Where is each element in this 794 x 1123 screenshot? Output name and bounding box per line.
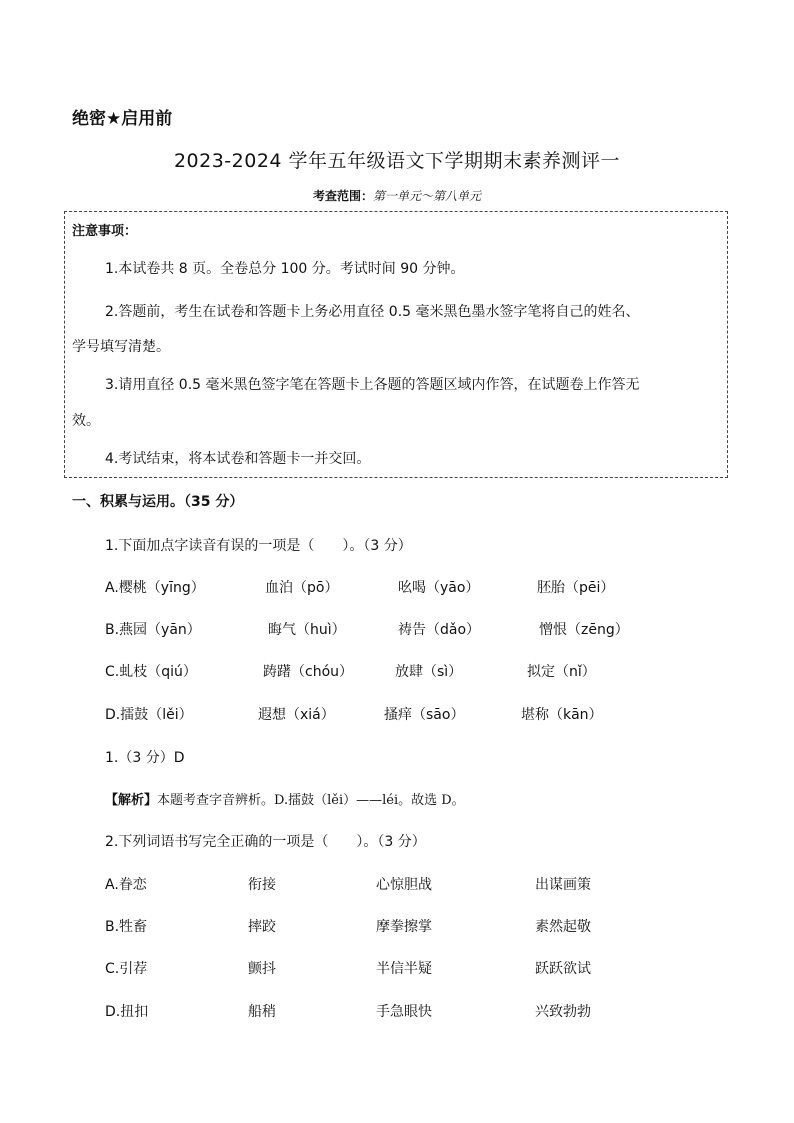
q2-option-a-4: 出谋画策 [535,877,591,893]
exam-scope [0,187,794,204]
q1-option-c-2: 踌躇（chóu） [263,664,354,680]
q1-answer: 1.（3 分）D [105,750,185,766]
notice-item-4: 4.考试结束，将本试卷和答题卡一并交回。 [105,451,371,467]
scope-label: 考查范围： [312,189,373,203]
q1-analysis [105,789,465,808]
q2-option-b-4: 素然起敬 [535,919,591,935]
q1-stem: 1.下面加点字读音有误的一项是（ ）。（3 分） [105,538,412,554]
q2-option-d-3: 手急眼快 [376,1004,432,1020]
q2-option-a-3: 心惊胆战 [376,877,432,893]
q1-option-d-3: 搔痒（sāo） [384,707,465,723]
q2-option-b-3: 摩拳擦掌 [376,919,432,935]
analysis-tag: 【解析】 [105,793,158,808]
q1-option-c-1: C.虬枝（qiú） [105,664,197,680]
notice-item-3: 3.请用直径 0.5 毫米黑色签字笔在答题卡上各题的答题区域内作答，在试题卷上作答无 [105,377,640,393]
q1-option-a-3: 吆喝（yāo） [398,580,480,596]
scope-value: 第一单元～第八单元 [373,189,482,203]
q1-option-d-2: 遐想（xiá） [258,707,335,723]
q2-option-d-2: 船稍 [248,1004,276,1020]
notice-item-2: 2.答题前，考生在试卷和答题卡上务必用直径 0.5 毫米黑色墨水签字笔将自己的姓名、 [105,304,640,320]
q1-option-c-4: 拟定（nǐ） [527,664,596,680]
confidential-mark: 绝密★启用前 [72,109,173,129]
q1-option-c-3: 放肆（sì） [395,664,463,680]
q1-option-b-1: B.燕园（yān） [105,622,201,638]
notice-heading: 注意事项： [72,224,138,239]
q2-option-c-2: 颤抖 [248,961,276,977]
q2-option-c-4: 跃跃欲试 [535,961,591,977]
q1-option-d-4: 堪称（kān） [521,707,603,723]
q2-option-c-1: C.引荐 [105,961,148,977]
q1-option-a-4: 胚胎（pēi） [537,580,615,596]
q1-option-b-4: 憎恨（zēng） [539,622,629,638]
q2-option-c-3: 半信半疑 [376,961,432,977]
q2-option-b-2: 摔跤 [248,919,276,935]
notice-item-2-cont: 学号填写清楚。 [72,339,170,355]
q1-option-b-3: 祷告（dǎo） [398,622,481,638]
q2-option-d-4: 兴致勃勃 [535,1004,591,1020]
q1-option-a-2: 血泊（pō） [265,580,339,596]
notice-item-3-cont: 效。 [72,413,100,429]
section-title: 一、积累与运用。（35 分） [72,494,244,510]
q2-option-b-1: B.牲畜 [105,919,148,935]
analysis-text: 本题考查字音辨析。D.擂鼓（lěi）——léi。故选 D。 [157,793,465,808]
q2-option-a-2: 衔接 [248,877,276,893]
q1-option-a-1: A.樱桃（yīng） [105,580,205,596]
q1-option-b-2: 晦气（huì） [268,622,346,638]
exam-title: 2023-2024 学年五年级语文下学期期末素养测评一 [173,150,621,172]
q2-stem: 2.下列词语书写完全正确的一项是（ ）。（3 分） [105,834,426,850]
notice-item-1: 1.本试卷共 8 页。全卷总分 100 分。考试时间 90 分钟。 [105,261,465,277]
q2-option-d-1: D.扭扣 [105,1004,149,1020]
q2-option-a-1: A.眷恋 [105,877,147,893]
q1-option-d-1: D.擂鼓（lěi） [105,707,193,723]
